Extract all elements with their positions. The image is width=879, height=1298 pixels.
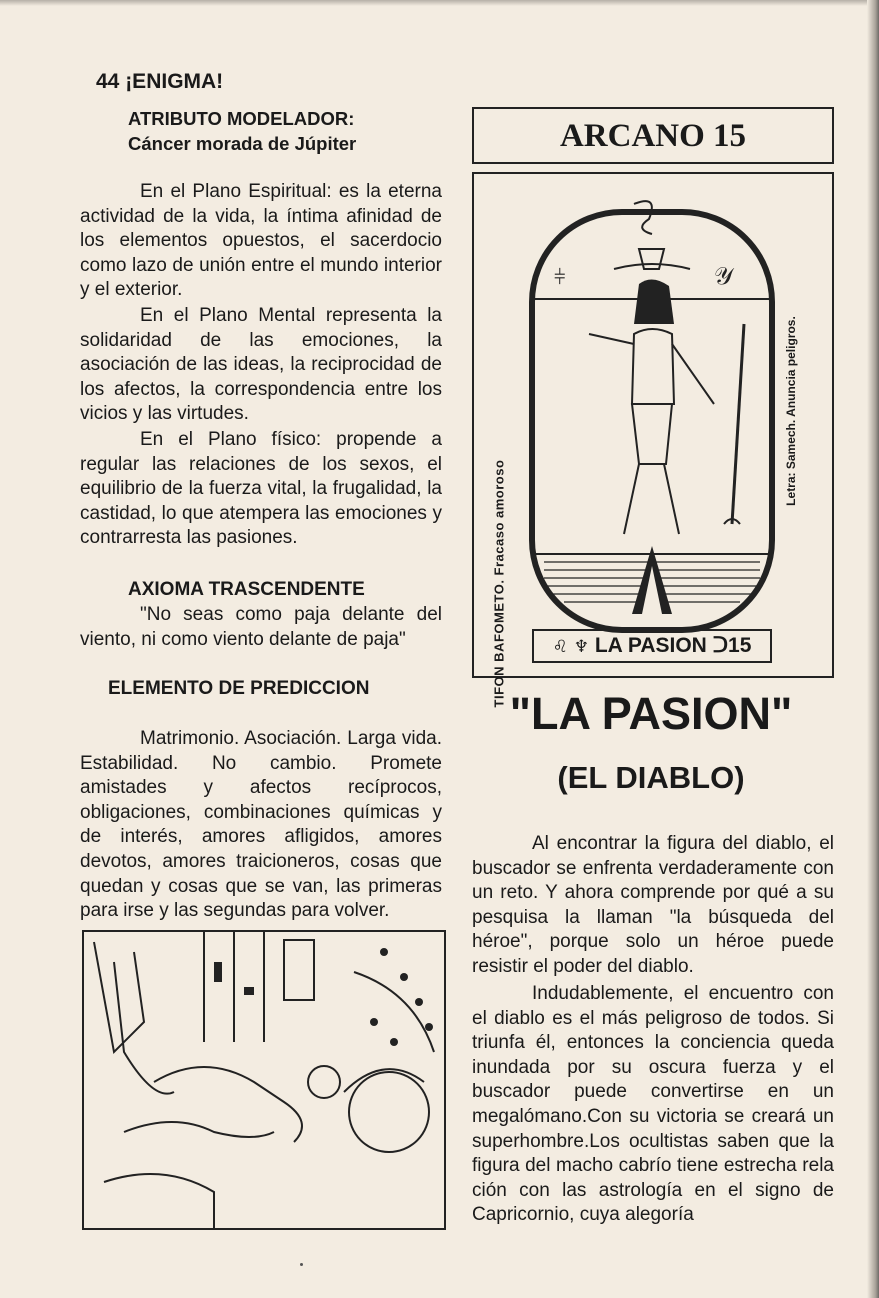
- section-title: "LA PASION": [509, 688, 793, 739]
- svg-text:⫩: ⫩: [554, 265, 566, 289]
- card-right-caption: Letra: Samech. Anuncia peligros.: [784, 316, 798, 506]
- paragraph-right-1: Al encontrar la figura del diablo, el buscador se enfrenta verdaderamente con un reto. Y ahora comprende por qué a su pesquisa la llaman "la búsqueda del héroe", porque solo un héroe puede resistir el poder del diablo.: [472, 833, 834, 977]
- page-header: 44 ¡ENIGMA!: [96, 70, 224, 93]
- svg-text:𝒴: 𝒴: [714, 262, 733, 290]
- zodiac-symbols: ♌ ♆: [552, 637, 589, 657]
- tarot-card: [472, 172, 834, 708]
- paragraph-right-2: Indudablemente, el encuentro con el diablo es el más peligroso de todos. Si triunfa él, entonces la conciencia queda inundada por su oscura fuerza y el buscador puede convertirse en un megalómano.Con su victoria se creará un superhombre.Los ocultistas saben que la figura del macho cabrío tiene estrecha rela ción con las astrología en el signo de Capricornio, cuya alegoría: [472, 983, 834, 1226]
- egyptian-relief-illustration: [82, 930, 446, 1230]
- elemento-heading: ELEMENTO DE PREDICCION: [108, 678, 370, 699]
- card-left-caption: TIFON BAFOMETO. Fracaso amoroso: [491, 459, 507, 708]
- paragraph-espiritual: En el Plano Espiritual: es la eterna actividad de la vida, la íntima afinidad de los elementos opuestos, el sacerdocio como lazo de unión entre el mundo interior y el exterior.: [80, 181, 442, 301]
- egyptian-relief-drawing: [84, 932, 444, 1228]
- attribute-block: [128, 106, 356, 156]
- attribute-heading: ATRIBUTO MODELADOR:: [128, 108, 355, 129]
- axioma-heading: AXIOMA TRASCENDENTE: [128, 579, 365, 600]
- axioma-quote: "No seas como paja delante del viento, ni como viento delante de paja": [80, 604, 442, 650]
- card-label-number: ᑐ15: [712, 634, 752, 657]
- tarot-card-art: [474, 174, 832, 676]
- card-label: [532, 629, 772, 663]
- page-top-shadow: [0, 0, 879, 6]
- card-label-text: LA PASION: [594, 634, 707, 657]
- paragraph-fisico: En el Plano físico: propende a regular las relaciones de los sexos, el equilibrio de la fuerza vital, la frugalidad, la castidad, lo que atempera las emociones y contrarresta las pasiones.: [80, 429, 442, 549]
- page-speck: [300, 1263, 303, 1266]
- arcano-title-box: ARCANO 15: [472, 107, 834, 164]
- paragraph-mental: En el Plano Mental representa la solidaridad de las emociones, la asociación de las ideas, la reciprocidad de los afectos, la correspondencia entre los vicios y las virtudes.: [80, 305, 442, 425]
- section-subtitle: (EL DIABLO): [557, 760, 745, 795]
- attribute-value: Cáncer morada de Júpiter: [128, 133, 357, 154]
- page-edge-shadow: [867, 0, 879, 1298]
- prediccion-paragraph: Matrimonio. Asociación. Larga vida. Estabilidad. No cambio. Promete amistades y afectos recíprocos, obligaciones, combinaciones químicas y de interés, amores afligidos, amores devotos, amores traicioneros, cosas que quedan y cosas que se van, las primeras para irse y las segundas para volver.: [80, 728, 442, 922]
